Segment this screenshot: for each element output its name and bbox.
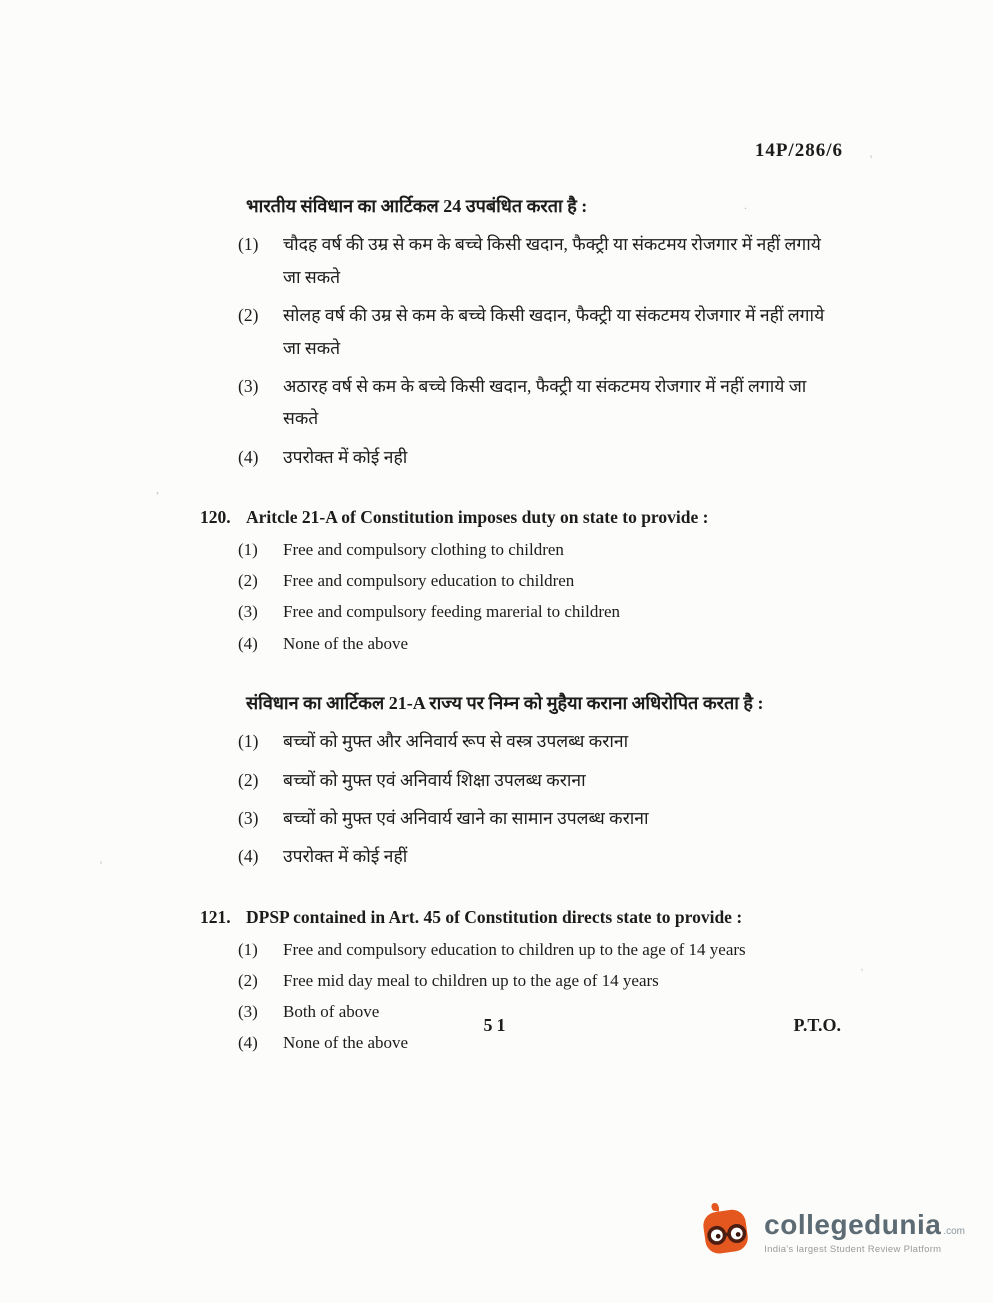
option-label: (1) [238,939,258,959]
option [200,840,858,872]
question-stem: भारतीय संविधान का आर्टिकल 24 उपबंधित करता है : [246,196,588,216]
question-stem: DPSP contained in Art. 45 of Constitution directs state to provide : [246,906,743,927]
option-text: Free mid day meal to children up to the age of 14 years [283,970,659,990]
option [200,441,858,473]
question-number [200,687,246,719]
option-text: Free and compulsory feeding marerial to children [283,602,621,622]
option-text: उपरोक्त में कोई नही [283,446,408,467]
question-block [200,503,858,657]
questions-content [200,190,858,1086]
options-list [200,228,858,473]
option-text: चौदह वर्ष की उम्र से कम के बच्चे किसी खदान, फैक्ट्री या संकटमय रोजगार में नहीं लगाये जा सकते [283,234,821,287]
question-block [200,903,858,1057]
option-label: (2) [238,970,258,990]
option-label: (3) [238,807,259,828]
option-label: (3) [238,1002,258,1022]
option-label: (2) [238,571,258,591]
question-stem: Aritcle 21-A of Constitution imposes duty on state to provide : [246,507,709,528]
collegedunia-logo [696,1200,965,1263]
question-number [200,190,246,222]
option-label: (4) [238,846,259,867]
option-label: (1) [238,731,259,752]
option [200,228,858,293]
option [200,764,858,796]
options-list [200,536,858,657]
option-text: अठारह वर्ष से कम के बच्चे किसी खदान, फैक्ट्री या संकटमय रोजगार में नहीं लगाये जा सकते [283,375,807,429]
option [200,998,858,1025]
option-label: (1) [238,234,259,255]
option-text: बच्चों को मुफ्त एवं अनिवार्य शिक्षा उपलब्ध कराना [283,769,586,790]
options-list [200,725,858,873]
collegedunia-mascot-icon [696,1200,754,1263]
scan-artifact: . [744,198,747,212]
option-text: Free and compulsory education to children up to the age of 14 years [283,939,746,959]
options-list [200,936,858,1057]
scan-artifact: , [156,482,159,496]
page-number: 51 [483,1015,510,1035]
question-block [200,687,858,873]
option-label: (2) [238,305,259,326]
option-text: None of the above [283,633,409,653]
option [200,802,858,834]
option [200,536,858,563]
option [200,725,858,757]
option-text: Both of above [283,1002,380,1022]
brand-suffix: .com [943,1225,965,1237]
question-stem: संविधान का आर्टिकल 21-A राज्य पर निम्न को मुहैया कराना अधिरोपित करता है : [246,692,764,713]
option-text: None of the above [283,1033,409,1053]
option-text: बच्चों को मुफ्त एवं अनिवार्य खाने का सामान उपलब्ध कराना [283,807,649,828]
question-number: 121. [200,906,231,927]
brand-tagline: India's largest Student Review Platform [764,1243,942,1255]
option [200,598,858,625]
option-label: (4) [238,1033,258,1053]
brand-wordmark: collegedunia [764,1208,942,1240]
option [200,370,858,435]
option-label: (3) [238,602,258,622]
option [200,630,858,657]
option-text: बच्चों को मुफ्त और अनिवार्य रूप से वस्त्र उपलब्ध कराना [283,731,629,752]
option-text: सोलह वर्ष की उम्र से कम के बच्चे किसी खदान, फैक्ट्री या संकटमय रोजगार में नहीं लगाये जा सकते [283,305,825,358]
option-label: (1) [238,540,258,560]
question-block [200,190,858,473]
option [200,299,858,364]
paper-code: 14P/286/6 [754,140,843,161]
scan-artifact: ` [855,966,866,981]
option-text: उपरोक्त में कोई नहीं [283,846,408,867]
option [200,567,858,594]
pto-label: P.T.O. [793,1015,841,1035]
option-label: (4) [238,633,258,653]
option [200,936,858,963]
option [200,1029,858,1056]
option [200,967,858,994]
scan-artifact: ' [100,858,103,872]
scan-artifact: ' [870,152,873,166]
option-label: (3) [238,375,259,396]
question-number: 120. [200,507,231,528]
option-label: (4) [238,446,259,467]
option-text: Free and compulsory education to children [283,571,575,591]
option-text: Free and compulsory clothing to children [283,540,564,560]
option-label: (2) [238,769,259,790]
